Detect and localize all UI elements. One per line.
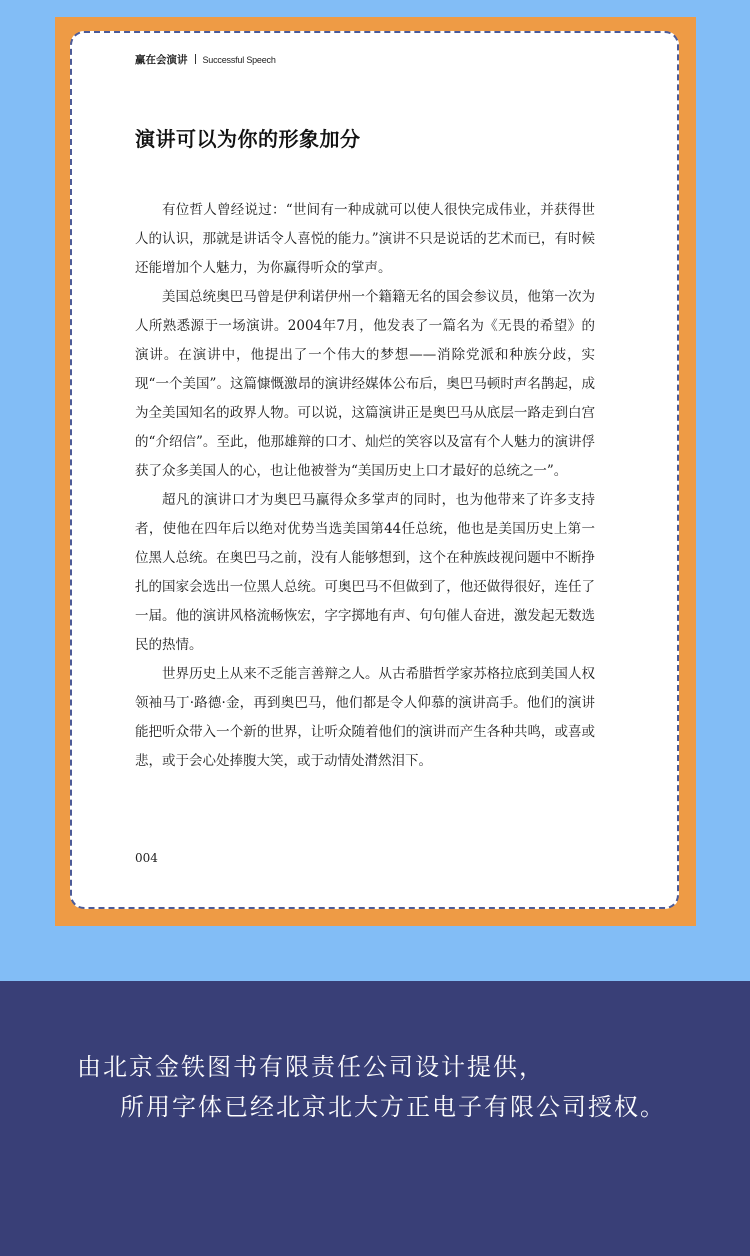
body-text [135, 196, 595, 776]
paragraph: 世界历史上从来不乏能言善辩之人。从古希腊哲学家苏格拉底到美国人权领袖马丁·路德·金，再到奥巴马，他们都是令人仰慕的演讲高手。他们的演讲能把听众带入一个新的世界，让听众随着他们的演讲而产生各种共鸣，或喜或悲，或于会心处捧腹大笑，或于动情处潸然泪下。 [135, 666, 595, 769]
chapter-title: 演讲可以为你的形象加分 [135, 127, 361, 151]
page-number: 004 [135, 851, 158, 865]
running-header [135, 52, 276, 67]
credit-line-font-license: 所用字体已经北京北大方正电子有限公司授权。 [120, 1093, 666, 1121]
running-header-book-title: 赢在会演讲 [135, 54, 188, 66]
running-header-english-title: Successful Speech [202, 55, 276, 65]
paragraph: 美国总统奥巴马曾是伊利诺伊州一个籍籍无名的国会参议员，他第一次为人所熟悉源于一场演讲。2004年7月，他发表了一篇名为《无畏的希望》的演讲。在演讲中，他提出了一个伟大的梦想——消除党派和种族分歧，实现“一个美国”。这篇慷慨激昂的演讲经媒体公布后，奥巴马顿时声名鹊起，成为全美国知名的政界人物。可以说，这篇演讲正是奥巴马从底层一路走到白宫的“介绍信”。至此，他那雄辩的口才、灿烂的笑容以及富有个人魅力的演讲俘获了众多美国人的心，也让他被誉为“美国历史上口才最好的总统之一”。 [135, 289, 595, 479]
credits-footer [0, 981, 750, 1256]
credit-line-design: 由北京金铁图书有限责任公司设计提供， [77, 1053, 545, 1081]
paragraph: 超凡的演讲口才为奥巴马赢得众多掌声的同时，也为他带来了许多支持者，使他在四年后以绝对优势当选美国第44任总统，他也是美国历史上第一位黑人总统。在奥巴马之前，没有人能够想到，这个在种族歧视问题中不断挣扎的国家会选出一位黑人总统。可奥巴马不但做到了，他还做得很好，连任了一届。他的演讲风格流畅恢宏，字字掷地有声、句句催人奋进，激发起无数选民的热情。 [135, 492, 595, 653]
header-divider [195, 54, 196, 64]
book-page [70, 31, 679, 909]
page-frame [55, 17, 696, 926]
paragraph: 有位哲人曾经说过：“世间有一种成就可以使人很快完成伟业，并获得世人的认识，那就是讲话令人喜悦的能力。”演讲不只是说话的艺术而已，有时候还能增加个人魅力，为你赢得听众的掌声。 [135, 202, 595, 276]
